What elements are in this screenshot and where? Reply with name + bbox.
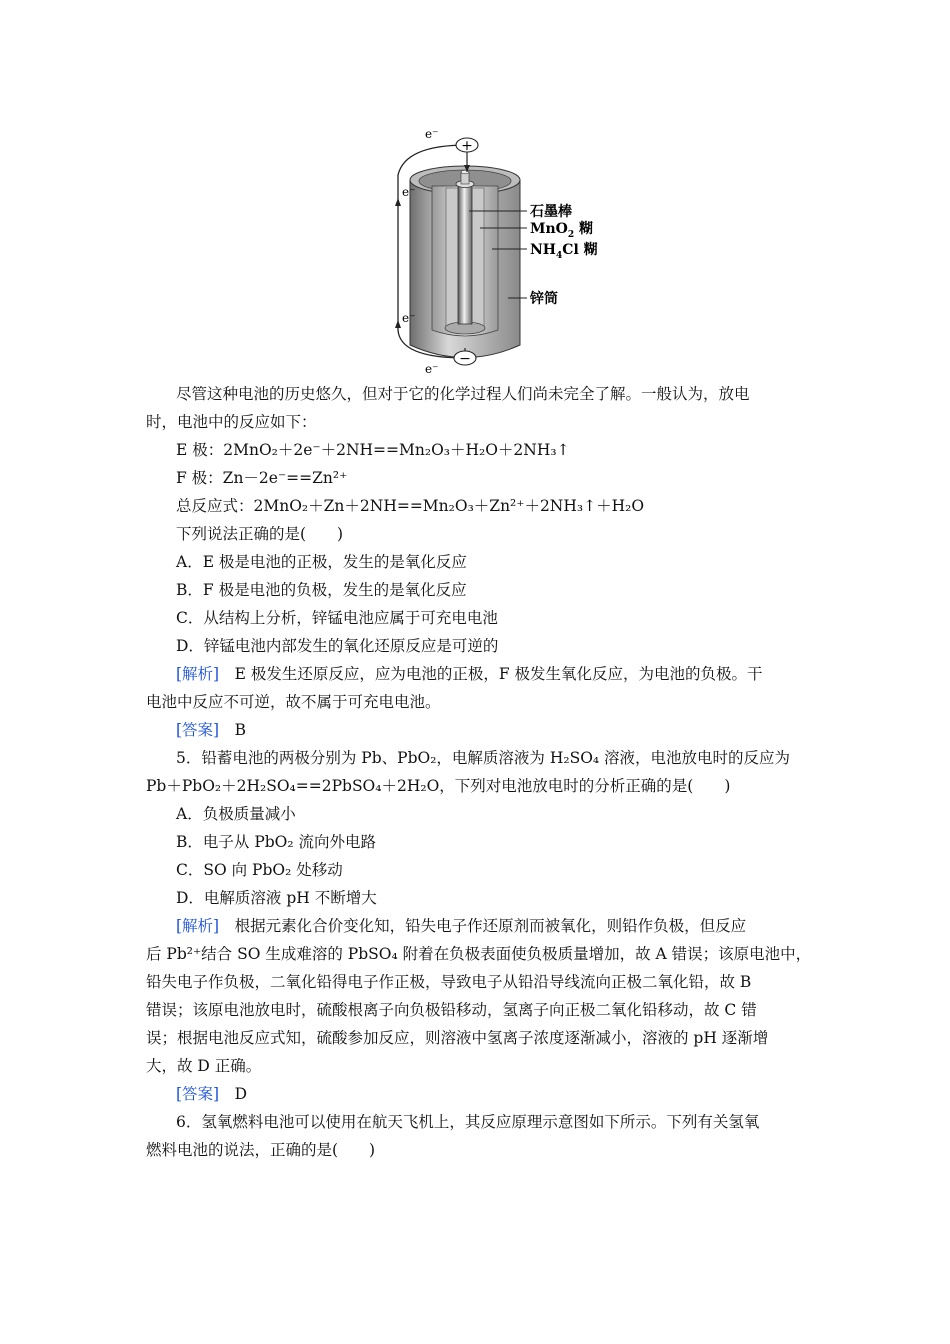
q5-option-b: B．电子从 PbO₂ 流向外电路 xyxy=(176,833,377,851)
answer-tag: [答案] xyxy=(176,721,220,739)
total-equation: 总反应式：2MnO₂＋Zn＋2NH==Mn₂O₃＋Zn²⁺＋2NH₃↑＋H₂O xyxy=(176,497,645,515)
label-zinc-can: 锌筒 xyxy=(530,291,558,307)
q5-analysis-line2: 后 Pb²⁺结合 SO 生成难溶的 PbSO₄ 附着在负极表面使负极质量增加，故 A 错误；该原电池中， xyxy=(146,945,812,963)
q4-analysis-line2: 电池中反应不可逆，故不属于可充电电池。 xyxy=(146,693,441,711)
arrow-up-1 xyxy=(395,198,401,206)
q5-stem-line2: Pb＋PbO₂＋2H₂SO₄==2PbSO₄＋2H₂O，下列对电池放电时的分析正确的是( ) xyxy=(146,777,731,795)
q5-answer: [答案] D xyxy=(176,1085,248,1103)
q4-answer: [答案] B xyxy=(176,721,246,739)
q5-analysis-line1: [解析] 根据元素化合价变化知，铅失电子作还原剂而被氧化，则铅作负极，但反应 xyxy=(176,917,747,935)
q5-option-c: C．SO 向 PbO₂ 处移动 xyxy=(176,861,343,879)
q4-option-d: D．锌锰电池内部发生的氧化还原反应是可逆的 xyxy=(176,637,499,655)
label-nh4cl-paste: $NH_4Cl$ 糊 xyxy=(530,242,598,261)
paragraph-intro-line1: 尽管这种电池的历史悠久，但对于它的化学过程人们尚未完全了解。一般认为，放电 xyxy=(176,385,750,403)
electron-label-top: e⁻ xyxy=(425,127,439,141)
q5-analysis-line6: 大，故 D 正确。 xyxy=(146,1057,262,1075)
f-pole-equation: F 极：Zn－2e⁻==Zn²⁺ xyxy=(176,469,348,487)
q5-option-a: A．负极质量减小 xyxy=(176,805,296,823)
dry-cell-diagram xyxy=(0,0,950,380)
q5-analysis-line3: 铅失电子作负极，二氧化铅得电子作正极，导致电子从铅沿导线流向正极二氧化铅，故 B xyxy=(146,973,752,991)
graphite-rod xyxy=(458,184,472,324)
q6-stem-line2: 燃料电池的说法，正确的是( ) xyxy=(146,1141,376,1159)
paragraph-intro-line2: 时，电池中的反应如下： xyxy=(146,413,317,431)
plus-sign: + xyxy=(461,138,473,154)
q5-option-d: D．电解质溶液 pH 不断增大 xyxy=(176,889,377,907)
q5-stem-line1: 5．铅蓄电池的两极分别为 Pb、PbO₂，电解质溶液为 H₂SO₄ 溶液，电池放电时的反应为 xyxy=(176,749,791,767)
analysis-tag: [解析] xyxy=(176,665,220,683)
q6-stem-line1: 6．氢氧燃料电池可以使用在航天飞机上，其反应原理示意图如下所示。下列有关氢氧 xyxy=(176,1113,760,1131)
q5-analysis-line5: 误；根据电池反应式知，硫酸参加反应，则溶液中氢离子浓度逐渐减小，溶液的 pH 逐渐增 xyxy=(146,1029,769,1047)
label-graphite-rod: 石墨棒 xyxy=(530,204,572,220)
analysis-tag: [解析] xyxy=(176,917,220,935)
label-mno2-paste: MnO$_2$ 糊 xyxy=(530,221,594,240)
q4-option-b: B．F 极是电池的负极，发生的是氧化反应 xyxy=(176,581,467,599)
q4-option-a: A．E 极是电池的正极，发生的是氧化反应 xyxy=(176,553,467,571)
electron-label-left-2: e⁻ xyxy=(402,311,416,325)
electron-label-bottom: e⁻ xyxy=(425,362,439,376)
e-pole-equation: E 极：2MnO₂＋2e⁻＋2NH==Mn₂O₃＋H₂O＋2NH₃↑ xyxy=(176,441,570,459)
minus-sign: − xyxy=(459,351,471,367)
q4-option-c: C．从结构上分析，锌锰电池应属于可充电电池 xyxy=(176,609,498,627)
answer-tag: [答案] xyxy=(176,1085,220,1103)
q4-analysis-line1: [解析] E 极发生还原反应，应为电池的正极，F 极发生氧化反应，为电池的负极。干 xyxy=(176,665,763,683)
q5-analysis-line4: 错误；该原电池放电时，硫酸根离子向负极铅移动，氢离子向正极二氧化铅移动，故 C 错 xyxy=(146,1001,757,1019)
arrow-up-2 xyxy=(395,320,401,328)
q4-stem: 下列说法正确的是( ) xyxy=(176,525,344,543)
electron-label-left-1: e⁻ xyxy=(402,185,416,199)
